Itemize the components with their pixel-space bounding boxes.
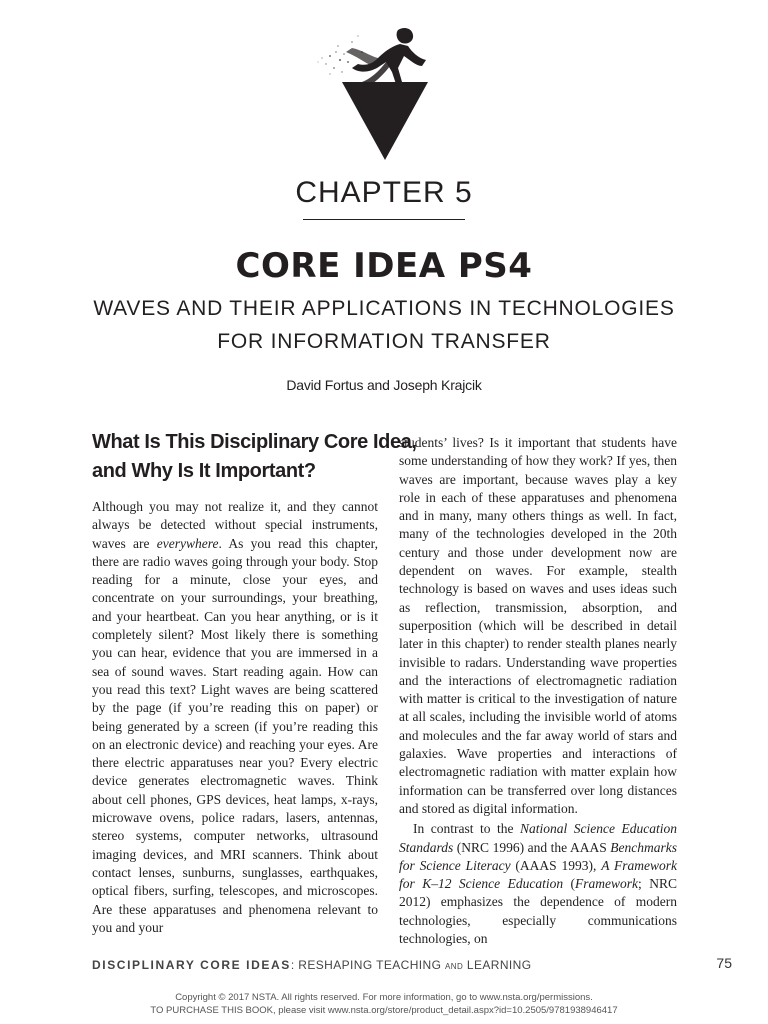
emphasis-text: everywhere [156, 535, 219, 551]
body-text-run: ( [563, 876, 576, 892]
body-text-run: . As you read this chapter, there are radio waves going through your body. Stop reading for a minute, close your eyes, and concentrate on your surroundings, your breathing, and your heartbeat. Can you hear anything, or is it completely silent? Most likely there is something you can hear, evidence that you are immersed in a sea of sound waves. Start reading again. How can you read this text? Light waves are being scattered by the page (if you’re reading this on paper) or being generated by a screen (if you’re reading this on an electronic device) and reaching your eyes. Are there electric apparatuses near you? Every electric device generates electromagnetic waves. Think about cell phones, GPS devices, heat lamps, x-rays, microwave ovens, police radars, lasers, antennas, stereo systems, computer networks, ultrasound imaging devices, and MRI scanners. Think about contact lenses, sunburns, sunglasses, earthquakes, optical fibers, surfing, telescopes, and microscopes. Are these apparatuses and phenomena relevant to you and your [92, 535, 378, 935]
body-text-run: (AAAS 1993), [510, 857, 602, 873]
chapter-authors: David Fortus and Joseph Krajcik [286, 377, 482, 393]
purchase-notice: TO PURCHASE THIS BOOK, please visit www.nsta.org/store/product_detail.aspx?id=10.2505/9781938946417 [150, 1005, 618, 1016]
body-paragraph [92, 498, 378, 937]
section-heading [92, 428, 417, 486]
series-separator: : [290, 958, 299, 972]
series-footer [92, 958, 531, 972]
chapter-title: CORE IDEA PS4 [235, 246, 533, 286]
series-title: DISCIPLINARY CORE IDEAS [92, 958, 291, 972]
chapter-rule [303, 219, 465, 220]
citation-title: Benchmarks for Science Literacy [399, 839, 677, 873]
series-subtitle-part2: LEARNING [463, 958, 532, 972]
body-paragraph [399, 820, 677, 948]
left-column [92, 428, 417, 937]
body-text-run: In contrast to the [413, 821, 521, 837]
section-heading-line2: and Why Is It Important? [92, 460, 316, 482]
citation-title: A Framework for K–12 Science Education [399, 857, 677, 892]
body-paragraph: students’ lives? Is it important that students have some understanding of how they work? If yes, then waves are important, because waves play a key role in each of these apparatuses and phenomena and in many, many others things as well. In fact, many of the technologies developed in the 20th century and those under development now are dependent on waves. For example, stealth technology is based on waves and uses ideas such as reflection, transmission, absorption, and superposition (which will be described in detail later in this chapter) to render stealth planes nearly invisible to radars. Understanding wave properties and the interactions of electromagnetic radiation with matter is critical to the investigation of nature at all scales, including the invisible world of atoms and molecules and the far away world of stars and galaxies. Wave properties and interactions of electromagnetic radiation with matter explain how information can be transferred over long distances and stored as digital information. [399, 435, 677, 816]
body-text-run: Although you may not realize it, and they cannot always be detected without special instruments, waves are [92, 499, 378, 551]
section-heading-line1: What Is This Disciplinary Core Idea, [92, 431, 417, 453]
copyright-notice: Copyright © 2017 NSTA. All rights reserved. For more information, go to www.nsta.org/permissions. [175, 992, 593, 1003]
page-number: 75 [716, 955, 732, 971]
series-subtitle-and: AND [445, 962, 464, 971]
runner-triangle-emblem-icon [300, 12, 468, 162]
right-column [399, 434, 677, 948]
chapter-label: CHAPTER 5 [295, 176, 473, 209]
citation-title: Framework [575, 876, 639, 892]
citation-title: National Science Education Standards [399, 821, 677, 855]
chapter-subtitle-line2: FOR INFORMATION TRANSFER [217, 330, 551, 353]
body-text-run: (NRC 1996) and the AAAS [453, 839, 611, 855]
series-subtitle-part1: RESHAPING TEACHING [298, 958, 446, 972]
chapter-subtitle-line1: WAVES AND THEIR APPLICATIONS IN TECHNOLOGIES [93, 297, 675, 320]
body-text-run: ; NRC 2012) emphasizes the dependence of modern technologies, especially communications technologies, on [399, 876, 677, 947]
